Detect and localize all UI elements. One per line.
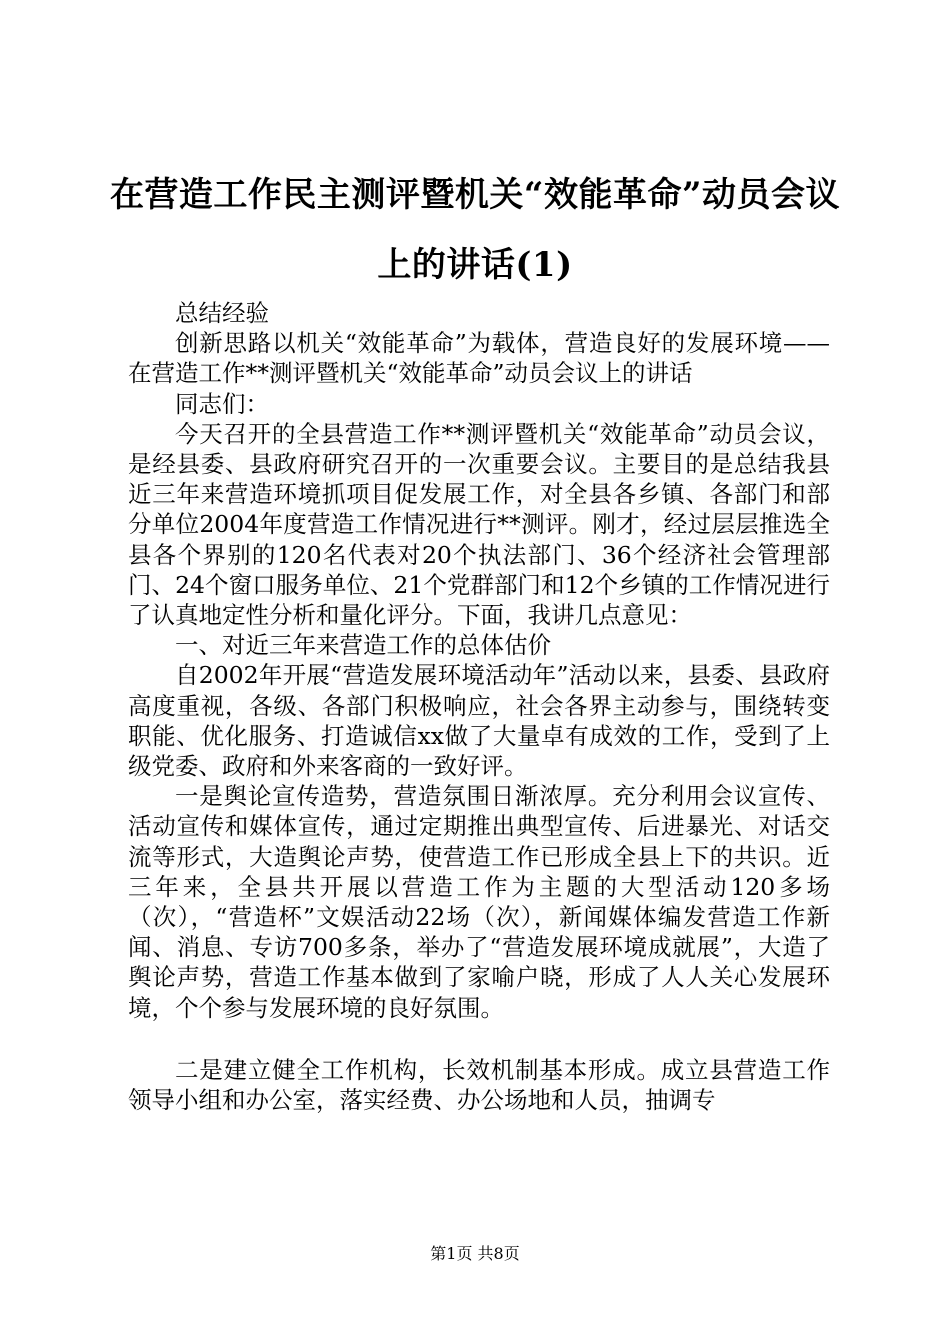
paragraph: 同志们： xyxy=(175,389,269,418)
section-heading: 一、对近三年来营造工作的总体估价 xyxy=(175,631,551,660)
paragraph: 创新思路以机关“效能革命”为载体，营造良好的发展环境——在营造工作**测评暨机关“效能革命”动员会议上的讲话 xyxy=(128,329,830,388)
document-title: 在营造工作民主测评暨机关“效能革命”动员会议上的讲话(1) xyxy=(109,175,841,285)
paragraph: 总结经验 xyxy=(175,299,269,327)
page-footer: 第1页 共8页 xyxy=(430,1244,520,1263)
paragraph: 今天召开的全县营造工作**测评暨机关“效能革命”动员会议，是经县委、县政府研究召开的一次重要会议。主要目的是总结我县近三年来营造环境抓项目促发展工作，对全县各乡镇、各部门和部分单位2004年度营造工作情况进行**测评。刚才，经过层层推选全县各个界别的120名代表对20个执法部门、36个经济社会管理部门、24个窗口服务单位、21个党群部门和12个乡镇的工作情况进行了认真地定性分析和量化评分。下面，我讲几点意见： xyxy=(128,419,830,630)
paragraph: 自2002年开展“营造发展环境活动年”活动以来，县委、县政府高度重视，各级、各部门积极响应，社会各界主动参与，围绕转变职能、优化服务、打造诚信xx做了大量卓有成效的工作，受到了上级党委、政府和外来客商的一致好评。 xyxy=(128,661,830,781)
paragraph: 一是舆论宣传造势，营造氛围日渐浓厚。充分利用会议宣传、活动宣传和媒体宣传，通过定期推出典型宣传、后进暴光、对话交流等形式，大造舆论声势，使营造工作已形成全县上下的共识。近三年来，全县共开展以营造工作为主题的大型活动120多场（次），“营造杯”文娱活动22场（次），新闻媒体编发营造工作新闻、消息、专访700多条，举办了“营造发展环境成就展”，大造了舆论声势，营造工作基本做到了家喻户晓，形成了人人关心发展环境，个个参与发展环境的良好氛围。 xyxy=(128,782,830,1022)
document-body xyxy=(128,298,830,1115)
paragraph: 二是建立健全工作机构，长效机制基本形成。成立县营造工作领导小组和办公室，落实经费、办公场地和人员，抽调专 xyxy=(128,1055,830,1115)
